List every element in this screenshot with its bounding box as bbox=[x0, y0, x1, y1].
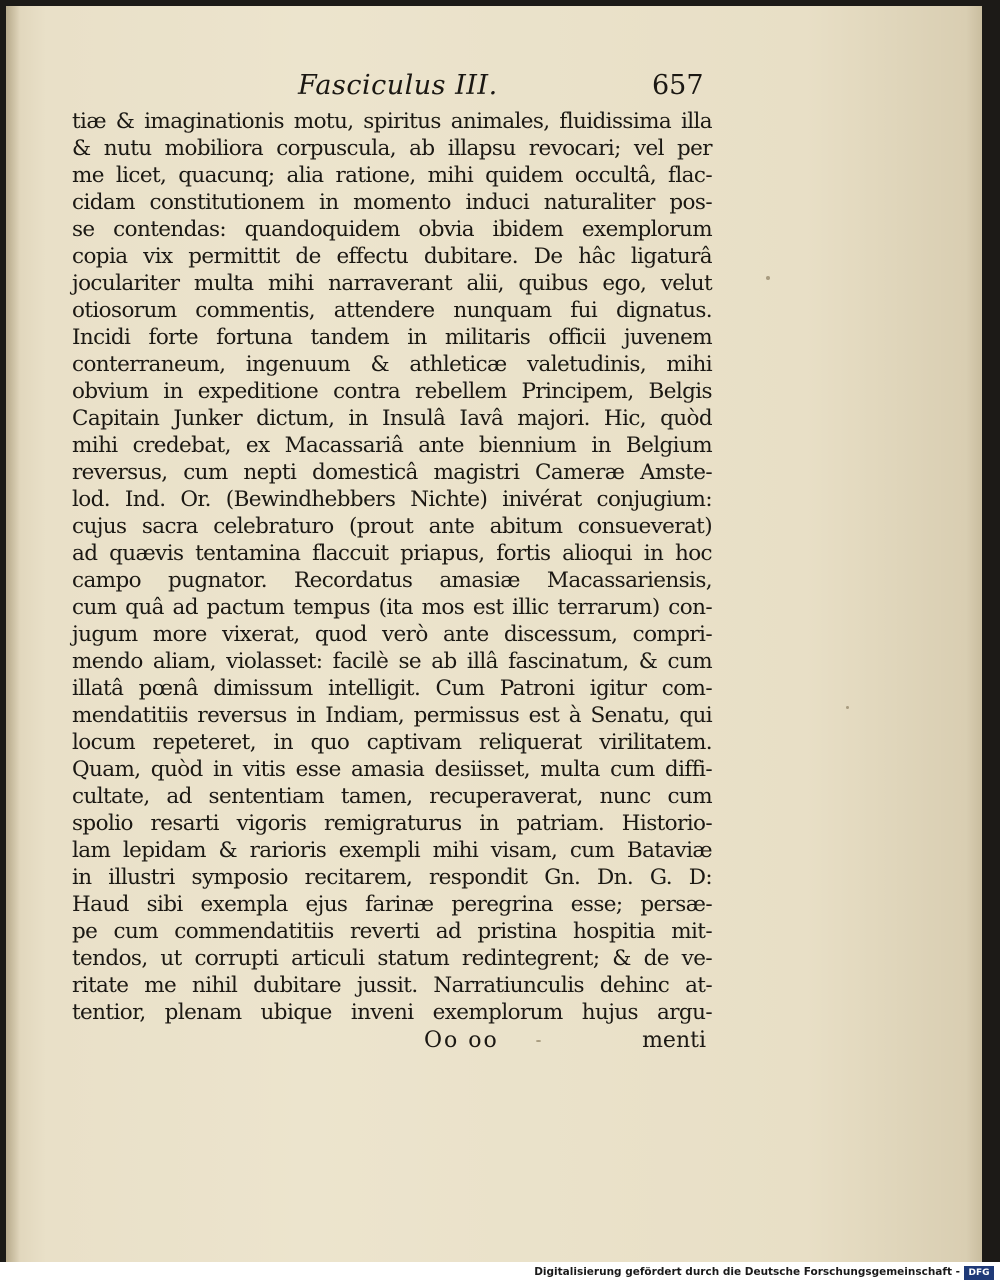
text-line: tendos, ut corrupti articuli statum redintegrent; & de ve- bbox=[72, 946, 712, 971]
text-line: tentior, plenam ubique inveni exemplorum hujus argu- bbox=[72, 1000, 712, 1025]
text-line: mihi credebat, ex Macassariâ ante biennium in Belgium bbox=[72, 433, 712, 458]
credit-text: Digitalisierung gefördert durch die Deutsche Forschungsgemeinschaft - bbox=[534, 1266, 960, 1278]
text-line: mendo aliam, violasset: facilè se ab illâ fascinatum, & cum bbox=[72, 649, 712, 674]
text-line: copia vix permittit de effectu dubitare. De hâc ligaturâ bbox=[72, 244, 712, 269]
text-line: in illustri symposio recitarem, respondit Gn. Dn. G. D: bbox=[72, 865, 712, 890]
text-line: Quam, quòd in vitis esse amasia desiisset, multa cum diffi- bbox=[72, 757, 712, 782]
page-header bbox=[72, 68, 712, 108]
text-line: ritate me nihil dubitare jussit. Narratiunculis dehinc at- bbox=[72, 973, 712, 998]
paper-speck bbox=[766, 276, 770, 280]
dfg-logo: DFG bbox=[964, 1266, 994, 1280]
text-line: Capitain Junker dictum, in Insulâ Iavâ majori. Hic, quòd bbox=[72, 406, 712, 431]
text-line: campo pugnator. Recordatus amasiæ Macassariensis, bbox=[72, 568, 712, 593]
paper-speck bbox=[536, 1040, 541, 1042]
text-line: joculariter multa mihi narraverant alii, quibus ego, velut bbox=[72, 271, 712, 296]
running-head: Fasciculus III. bbox=[298, 70, 498, 101]
text-line: pe cum commendatitiis reverti ad pristina hospitia mit- bbox=[72, 919, 712, 944]
text-line: jugum more vixerat, quod verò ante discessum, compri- bbox=[72, 622, 712, 647]
text-line: locum repeteret, in quo captivam reliquerat virilitatem. bbox=[72, 730, 712, 755]
text-line: me licet, quacunq; alia ratione, mihi quidem occultâ, flac- bbox=[72, 163, 712, 188]
text-line: Incidi forte fortuna tandem in militaris officii juvenem bbox=[72, 325, 712, 350]
text-line: obvium in expeditione contra rebellem Principem, Belgis bbox=[72, 379, 712, 404]
text-line: cujus sacra celebraturo (prout ante abitum consueverat) bbox=[72, 514, 712, 539]
text-line: cum quâ ad pactum tempus (ita mos est illic terrarum) con- bbox=[72, 595, 712, 620]
text-line: cultate, ad sententiam tamen, recuperaverat, nunc cum bbox=[72, 784, 712, 809]
text-line: lam lepidam & rarioris exempli mihi visam, cum Bataviæ bbox=[72, 838, 712, 863]
text-line: lod. Ind. Or. (Bewindhebbers Nichte) inivérat conjugium: bbox=[72, 487, 712, 512]
text-line: reversus, cum nepti domesticâ magistri Cameræ Amste- bbox=[72, 460, 712, 485]
body-text bbox=[72, 108, 712, 1026]
text-line: & nutu mobiliora corpuscula, ab illapsu revocari; vel per bbox=[72, 136, 712, 161]
text-line: otiosorum commentis, attendere nunquam fui dignatus. bbox=[72, 298, 712, 323]
text-line: spolio resarti vigoris remigraturus in patriam. Historio- bbox=[72, 811, 712, 836]
page-footer bbox=[72, 1028, 712, 1058]
text-line: conterraneum, ingenuum & athleticæ valetudinis, mihi bbox=[72, 352, 712, 377]
text-line: se contendas: quandoquidem obvia ibidem exemplorum bbox=[72, 217, 712, 242]
text-line: Haud sibi exempla ejus farinæ peregrina esse; persæ- bbox=[72, 892, 712, 917]
text-line: ad quævis tentamina flaccuit priapus, fortis alioqui in hoc bbox=[72, 541, 712, 566]
page-number: 657 bbox=[652, 70, 704, 101]
paper-speck bbox=[846, 706, 849, 709]
text-line: tiæ & imaginationis motu, spiritus animales, fluidissima illa bbox=[72, 109, 712, 134]
text-line: cidam constitutionem in momento induci naturaliter pos- bbox=[72, 190, 712, 215]
catchword: menti bbox=[642, 1028, 706, 1053]
credit-bar bbox=[0, 1262, 1000, 1285]
book-page bbox=[6, 6, 982, 1262]
text-line: illatâ pœnâ dimissum intelligit. Cum Patroni igitur com- bbox=[72, 676, 712, 701]
gutter-shadow bbox=[6, 6, 20, 1262]
text-line: mendatitiis reversus in Indiam, permissus est à Senatu, qui bbox=[72, 703, 712, 728]
signature-mark: Oo oo bbox=[424, 1028, 499, 1053]
